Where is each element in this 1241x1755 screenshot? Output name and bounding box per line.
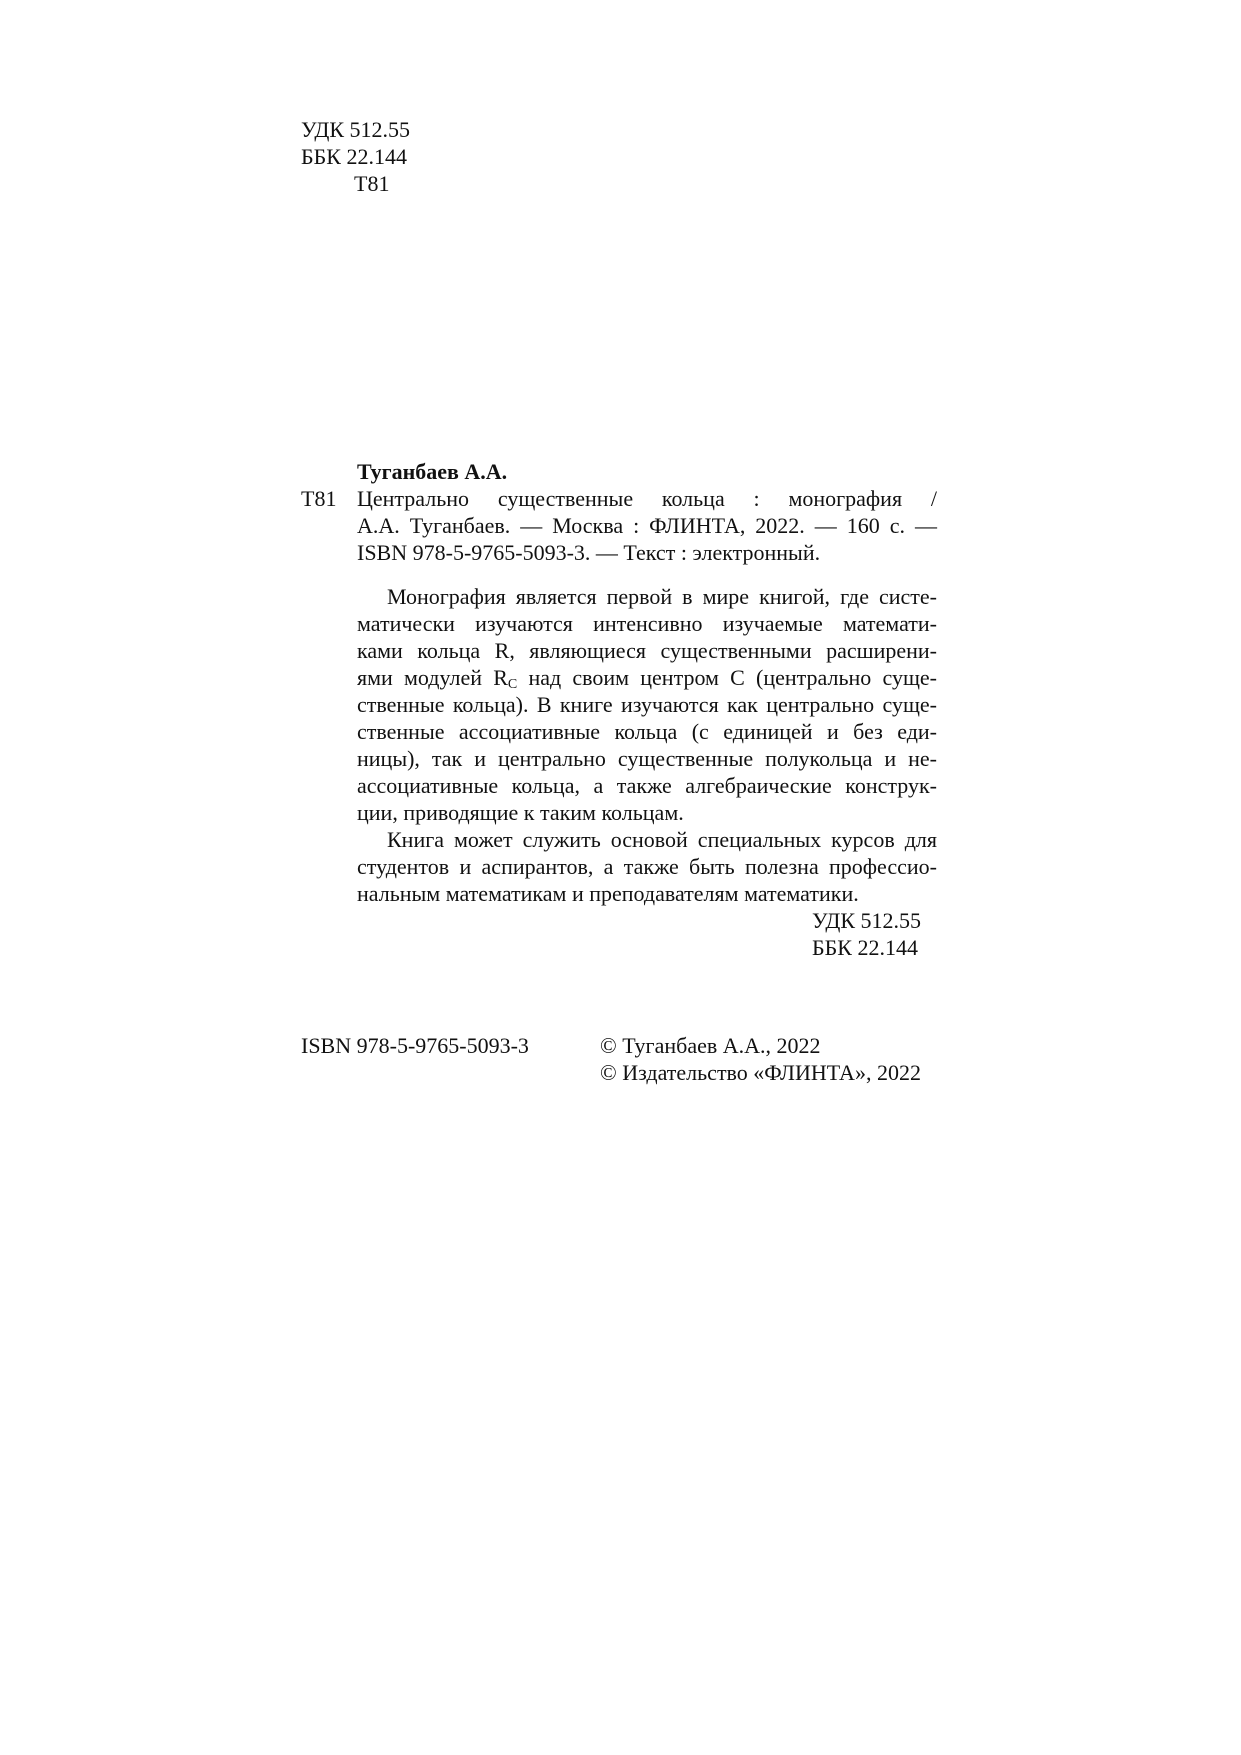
- bib-line: А.А. Туганбаев. — Москва : ФЛИНТА, 2022. — 160 с. —: [357, 513, 937, 538]
- card-udk-code: УДК 512.55: [812, 908, 922, 933]
- annotation-line-with-subscript: [357, 664, 937, 691]
- annotation-line: ками кольца R, являющиеся существенными расширени-: [357, 638, 937, 663]
- bibliographic-record: [301, 485, 937, 566]
- copyright-publisher: © Издательство «ФЛИНТА», 2022: [600, 1060, 921, 1085]
- annotation-line: ственные ассоциативные кольца (с единицей и без еди-: [357, 719, 937, 744]
- author-mark: Т81: [354, 171, 390, 196]
- annotation: [357, 583, 937, 907]
- copyright-author: © Туганбаев А.А., 2022: [600, 1033, 821, 1058]
- bbk-code: ББК 22.144: [301, 144, 407, 169]
- copyright-block: [600, 1032, 921, 1086]
- annotation-line: нальным математикам и преподавателям математики.: [357, 881, 859, 906]
- annotation-line: ассоциативные кольца, а также алгебраические конструк-: [357, 773, 937, 798]
- header-classification-codes: [301, 116, 410, 197]
- isbn-number: ISBN 978-5-9765-5093-3: [301, 1033, 529, 1058]
- annotation-line-part: ями модулей R: [357, 665, 508, 690]
- annotation-line-part: над своим центром C (центрально суще-: [517, 665, 937, 690]
- annotation-line: Книга может служить основой специальных курсов для: [387, 827, 937, 852]
- annotation-line: ции, приводящие к таким кольцам.: [357, 800, 684, 825]
- udk-code: УДК 512.55: [301, 117, 411, 142]
- bib-line: Центрально существенные кольца : монография /: [357, 486, 937, 511]
- annotation-line: студентов и аспирантов, а также быть полезна профессио-: [357, 854, 937, 879]
- card-author-mark: Т81: [301, 486, 337, 511]
- bibliographic-description: [357, 485, 937, 566]
- subscript-c: C: [507, 677, 518, 692]
- annotation-line: Монография является первой в мире книгой, где систе-: [387, 584, 937, 609]
- catalog-card: [301, 458, 937, 961]
- card-classification-codes: [357, 907, 937, 961]
- card-author: Туганбаев А.А.: [357, 459, 508, 484]
- annotation-paragraph-1: [357, 583, 937, 826]
- bib-line: ISBN 978-5-9765-5093-3. — Текст : электронный.: [357, 540, 821, 565]
- annotation-line: ственные кольца). В книге изучаются как центрально суще-: [357, 692, 937, 717]
- annotation-paragraph-2: [357, 826, 937, 907]
- annotation-line: ницы), так и центрально существенные полукольца и не-: [357, 746, 937, 771]
- annotation-line: матически изучаются интенсивно изучаемые математи-: [357, 611, 937, 636]
- card-bbk-code: ББК 22.144: [812, 935, 918, 960]
